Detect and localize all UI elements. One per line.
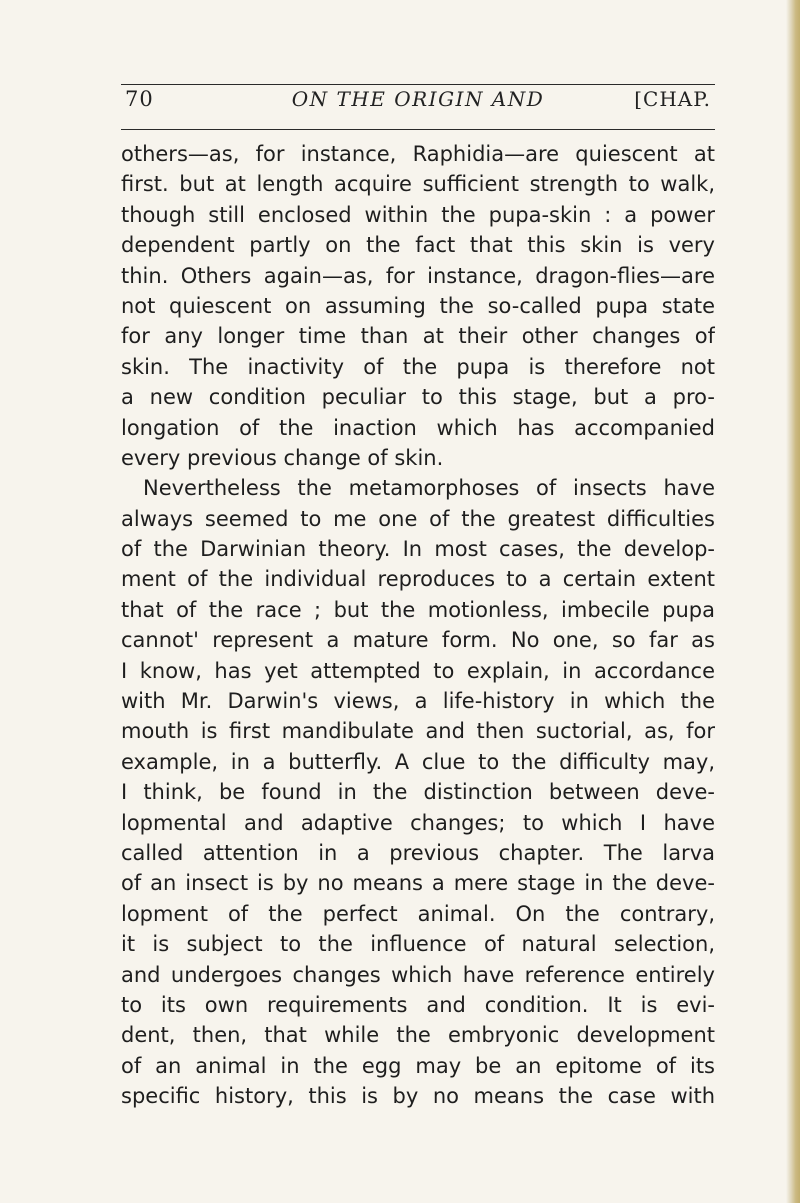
text-line: of the Darwinian theory. In most cases, the develop- bbox=[121, 537, 715, 562]
text-line: to its own requirements and condition. It is evi- bbox=[121, 992, 715, 1017]
running-title: ON THE ORIGIN AND bbox=[291, 87, 545, 111]
text-line: dependent partly on the fact that this skin is very bbox=[121, 233, 715, 258]
text-line: skin. The inactivity of the pupa is therefore not bbox=[121, 354, 715, 379]
text-line: always seemed to me one of the greatest difficulties bbox=[121, 506, 715, 531]
text-line: first. but at length acquire sufficient strength to walk, bbox=[121, 172, 715, 197]
text-line: a new condition peculiar to this stage, but a pro- bbox=[121, 385, 715, 410]
text-line: though still enclosed within the pupa-skin : a power bbox=[121, 202, 715, 227]
text-line: lopment of the perfect animal. On the contrary, bbox=[121, 901, 715, 926]
text-line: not quiescent on assuming the so-called pupa state bbox=[121, 293, 715, 318]
text-line: called attention in a previous chapter. The larva bbox=[121, 840, 715, 865]
text-line: that of the race ; but the motionless, imbecile pupa bbox=[121, 597, 715, 622]
body-text bbox=[121, 139, 715, 1112]
text-line: mouth is first mandibulate and then suctorial, as, for bbox=[121, 719, 715, 744]
text-line: for any longer time than at their other changes of bbox=[121, 324, 715, 349]
text-line: cannot' represent a mature form. No one, so far as bbox=[121, 628, 715, 653]
text-line: I know, has yet attempted to explain, in accordance bbox=[121, 658, 715, 683]
text-line: Nevertheless the metamorphoses of insects have bbox=[143, 476, 715, 501]
text-line: it is subject to the influence of natural selection, bbox=[121, 932, 715, 957]
page-number: 70 bbox=[125, 87, 154, 111]
chapter-mark: [CHAP. bbox=[634, 87, 711, 111]
text-line: example, in a butterfly. A clue to the difficulty may, bbox=[121, 749, 715, 774]
header-rule bbox=[121, 129, 715, 130]
text-line: longation of the inaction which has accompanied bbox=[121, 415, 715, 440]
text-line: and undergoes changes which have reference entirely bbox=[121, 962, 715, 987]
page-header bbox=[121, 84, 715, 115]
text-line: others—as, for instance, Raphidia—are quiescent at bbox=[121, 142, 715, 166]
text-line: ment of the individual reproduces to a certain extent bbox=[121, 567, 715, 592]
text-line: of an insect is by no means a mere stage in the deve- bbox=[121, 871, 715, 896]
text-line: specific history, this is by no means the case with bbox=[121, 1084, 715, 1109]
text-line: thin. Others again—as, for instance, dragon-flies—are bbox=[121, 263, 715, 288]
text-line: with Mr. Darwin's views, a life-history in which the bbox=[121, 689, 715, 714]
text-line: of an animal in the egg may be an epitome of its bbox=[121, 1053, 715, 1078]
text-line: lopmental and adaptive changes; to which I have bbox=[121, 810, 715, 835]
text-line: I think, be found in the distinction between deve- bbox=[121, 780, 715, 805]
text-line: every previous change of skin. bbox=[121, 445, 444, 470]
page-edge-shadow bbox=[786, 0, 800, 1203]
text-line: dent, then, that while the embryonic development bbox=[121, 1023, 715, 1048]
